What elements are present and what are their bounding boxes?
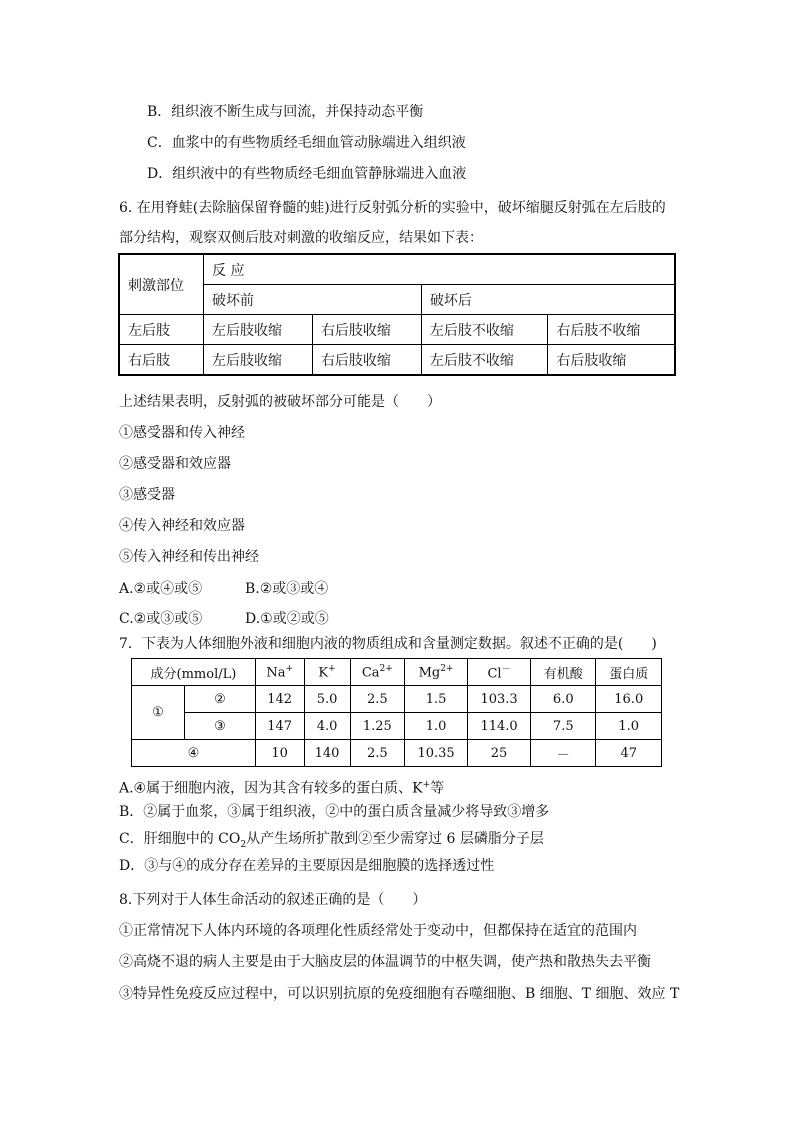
cell: 10.35 bbox=[405, 740, 468, 767]
cell: 114.0 bbox=[468, 713, 531, 740]
q7-option-b: B．②属于血浆，③属于组织液，②中的蛋白质含量减少将导致③增多 bbox=[119, 804, 550, 820]
header-k: K+ bbox=[304, 659, 350, 686]
cell: 1.0 bbox=[405, 713, 468, 740]
cell: 4.0 bbox=[304, 713, 350, 740]
q5-option-b: B．组织液不断生成与回流，并保持动态平衡 bbox=[147, 104, 424, 120]
cell: 1.0 bbox=[596, 713, 662, 740]
q7-option-d: D．③与④的成分存在差异的主要原因是细胞膜的选择透过性 bbox=[119, 858, 495, 874]
header-ca: $Ca^{2+}$ bbox=[350, 659, 404, 686]
cell: 147 bbox=[255, 713, 304, 740]
header-organic-acid: 有机酸 bbox=[531, 659, 596, 686]
cell: 1.25 bbox=[350, 713, 404, 740]
cell: 右后肢收缩 bbox=[312, 345, 421, 376]
cell: 142 bbox=[255, 686, 304, 713]
q5-option-c: C．血浆中的有些物质经毛细血管动脉端进入组织液 bbox=[147, 135, 466, 151]
q6-choice-a: A.②或④或⑤ bbox=[119, 581, 203, 597]
header-mg: $Mg^{2+}$ bbox=[405, 659, 468, 686]
header-na: Na+ bbox=[255, 659, 304, 686]
q6-item-4: ④传入神经和效应器 bbox=[119, 518, 245, 534]
q5-option-d: D．组织液中的有些物质经毛细血管静脉端进入血液 bbox=[147, 166, 467, 182]
q7-option-a: A.④属于细胞内液，因为其含有较多的蛋白质、K+等 bbox=[119, 780, 445, 797]
reflex-table bbox=[118, 253, 676, 376]
q7-option-c: C．肝细胞中的 $CO_2$从产生场所扩散到②至少需穿过 6 层磷脂分子层 bbox=[119, 831, 544, 850]
cell: － bbox=[531, 740, 596, 767]
cell: 右后肢收缩 bbox=[548, 345, 675, 376]
row-label: ② bbox=[185, 686, 256, 713]
cell: 左后肢收缩 bbox=[204, 345, 313, 376]
cell-site: 左后肢 bbox=[119, 315, 204, 345]
cell: 140 bbox=[304, 740, 350, 767]
header-after: 破坏后 bbox=[421, 285, 675, 315]
q6-question: 上述结果表明，反射弧的被破坏部分可能是（ ） bbox=[119, 394, 441, 410]
row-label: ④ bbox=[132, 740, 256, 767]
cell: 2.5 bbox=[350, 740, 404, 767]
cell: 1.5 bbox=[405, 686, 468, 713]
cell: 47 bbox=[596, 740, 662, 767]
q8-stem: 8.下列对于人体生命活动的叙述正确的是（ ） bbox=[119, 892, 427, 908]
cell: 103.3 bbox=[468, 686, 531, 713]
cell-site: 右后肢 bbox=[119, 345, 204, 376]
table-row bbox=[132, 740, 662, 767]
cell: 16.0 bbox=[596, 686, 662, 713]
q8-item-3: ③特异性免疫反应过程中，可以识别抗原的免疫细胞有吞噬细胞、B 细胞、T 细胞、效应 T bbox=[119, 986, 680, 1002]
cell: 左后肢不收缩 bbox=[421, 315, 547, 345]
q6-stem-line1: 6. 在用脊蛙(去除脑保留脊髓的蛙)进行反射弧分析的实验中，破坏缩腿反射弧在左后肢的 bbox=[119, 200, 666, 216]
q7-stem: 7．下表为人体细胞外液和细胞内液的物质组成和含量测定数据。叙述不正确的是( ) bbox=[119, 636, 657, 652]
q6-item-1: ①感受器和传入神经 bbox=[119, 425, 245, 441]
q8-item-1: ①正常情况下人体内环境的各项理化性质经常处于变动中，但都保持在适宜的范围内 bbox=[119, 923, 637, 939]
header-response: 反 应 bbox=[204, 254, 676, 285]
header-before: 破坏前 bbox=[204, 285, 422, 315]
cell: 25 bbox=[468, 740, 531, 767]
q6-item-2: ②感受器和效应器 bbox=[119, 456, 231, 472]
cell: 右后肢收缩 bbox=[312, 315, 421, 345]
header-protein: 蛋白质 bbox=[596, 659, 662, 686]
group-label: ① bbox=[132, 686, 185, 740]
table-row bbox=[132, 713, 662, 740]
cell: 10 bbox=[255, 740, 304, 767]
q6-choice-c: C.②或③或⑤ bbox=[119, 611, 203, 627]
q6-item-3: ③感受器 bbox=[119, 487, 175, 503]
table-row bbox=[132, 686, 662, 713]
cell: 右后肢不收缩 bbox=[548, 315, 675, 345]
table-row bbox=[119, 315, 675, 345]
cell: 左后肢收缩 bbox=[204, 315, 313, 345]
cell: 6.0 bbox=[531, 686, 596, 713]
composition-table bbox=[131, 658, 662, 767]
header-component: 成分(mmol/L) bbox=[132, 659, 256, 686]
header-stimulus: 刺激部位 bbox=[119, 254, 204, 315]
cell: 2.5 bbox=[350, 686, 404, 713]
q6-item-5: ⑤传入神经和传出神经 bbox=[119, 549, 259, 565]
q6-choice-b: B.②或③或④ bbox=[245, 581, 329, 597]
header-cl: Cl－ bbox=[468, 659, 531, 686]
table-row bbox=[119, 345, 675, 376]
cell: 5.0 bbox=[304, 686, 350, 713]
q8-item-2: ②高烧不退的病人主要是由于大脑皮层的体温调节的中枢失调，使产热和散热失去平衡 bbox=[119, 954, 651, 970]
row-label: ③ bbox=[185, 713, 256, 740]
cell: 左后肢不收缩 bbox=[421, 345, 547, 376]
q6-stem-line2: 部分结构，观察双侧后肢对刺激的收缩反应，结果如下表： bbox=[119, 230, 483, 246]
q6-choice-d: D.①或②或⑤ bbox=[245, 611, 329, 627]
cell: 7.5 bbox=[531, 713, 596, 740]
